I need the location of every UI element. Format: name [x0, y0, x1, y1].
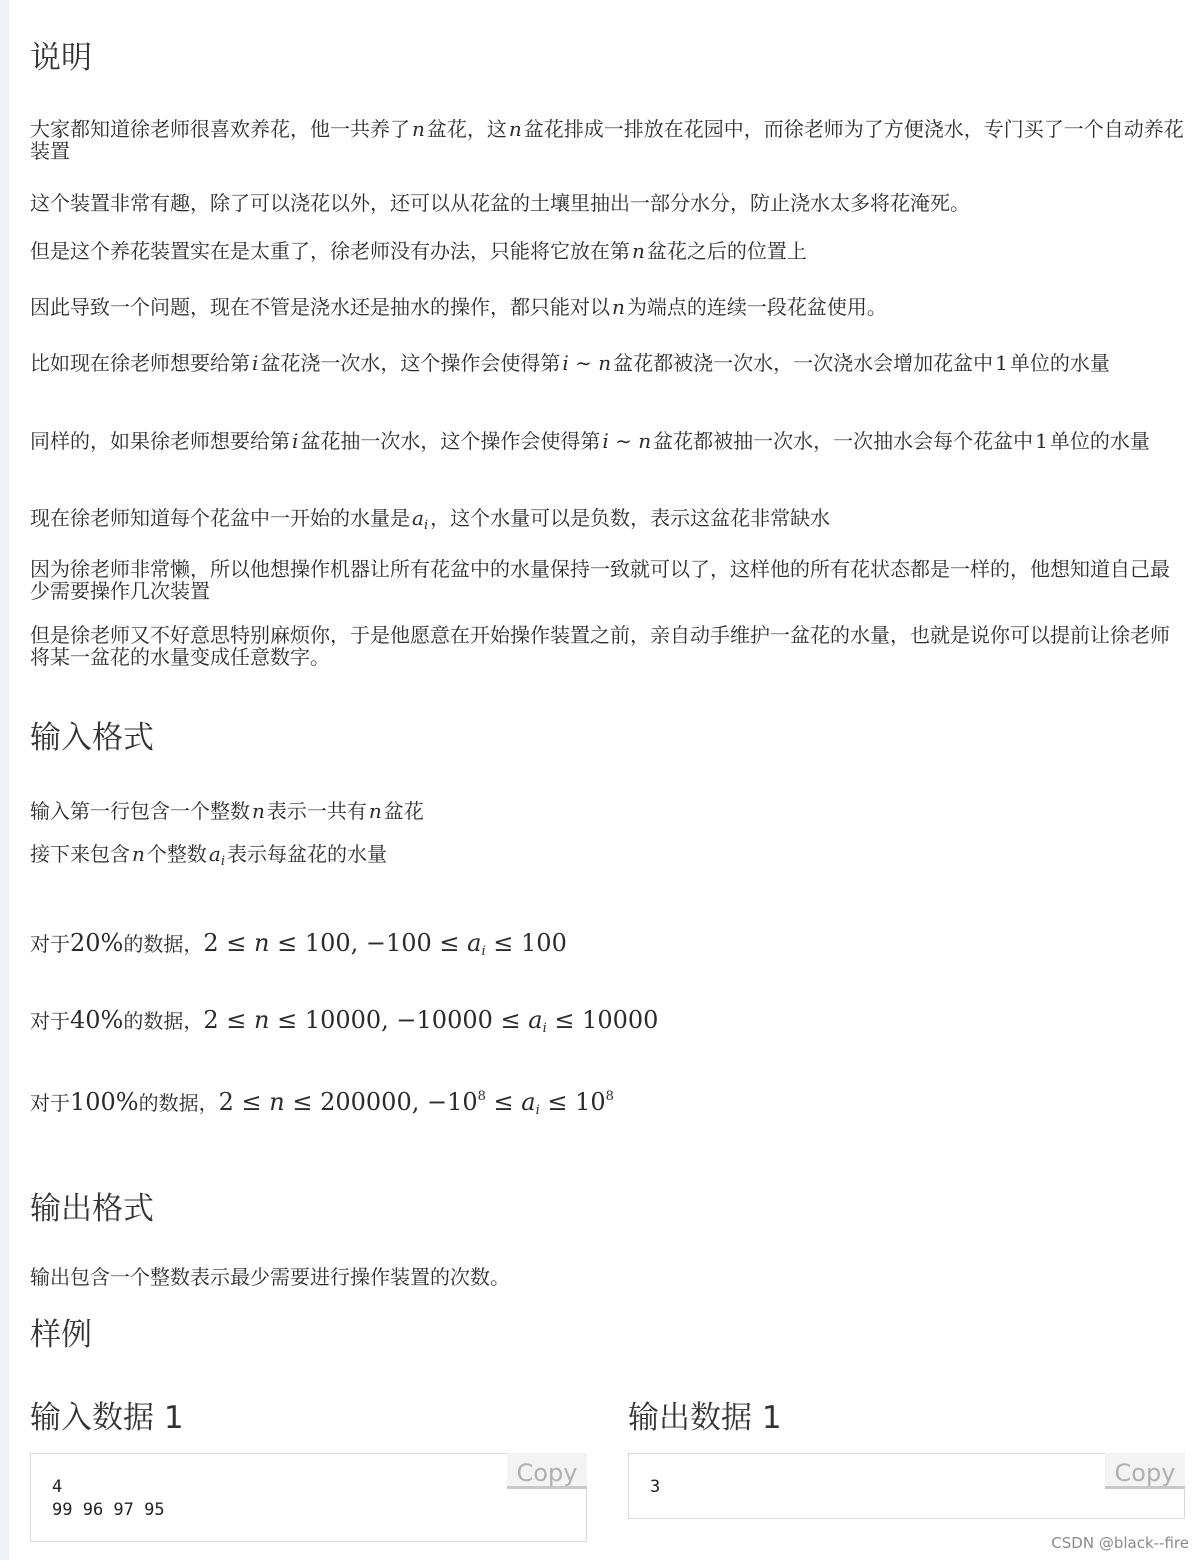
- description-p7: 现在徐老师知道每个花盆中一开始的水量是 $a_i$ ，这个水量可以是负数，表示这盆花非常缺水: [30, 506, 831, 533]
- sample-output-title: 输出数据 1: [628, 1400, 782, 1436]
- constraint-100: 对于100%的数据，2 ≤ n ≤ 200000, $-10^8 \le a_i \le 10^8$: [30, 1088, 614, 1118]
- output-format-title: 输出格式: [30, 1191, 154, 1227]
- sample-output-box: [628, 1453, 1185, 1519]
- input-line-1: 输入第一行包含一个整数 n 表示一共有 n 盆花: [30, 799, 424, 823]
- left-edge-bar: [0, 0, 9, 1560]
- copy-output-button[interactable]: Copy: [1105, 1453, 1185, 1489]
- description-p1: 大家都知道徐老师很喜欢养花，他一共养了 n 盆花，这 n 盆花排成一排放在花园中，而徐老师为了方便浇水，专门买了一个自动养花装置: [30, 117, 1184, 163]
- description-p9: 但是徐老师又不好意思特别麻烦你，于是他愿意在开始操作装置之前，亲自动手维护一盆花的水量，也就是说你可以提前让徐老师将某一盆花的水量变成任意数字。: [30, 623, 1170, 669]
- input-format-title: 输入格式: [30, 720, 154, 756]
- constraint-20: 对于20%的数据，2 ≤ n ≤ 100, $-100 \le a_i \le 100$: [30, 929, 567, 959]
- description-p8: 因为徐老师非常懒，所以他想操作机器让所有花盆中的水量保持一致就可以了，这样他的所有花状态都是一样的，他想知道自己最少需要操作几次装置: [30, 557, 1170, 603]
- output-line: 输出包含一个整数表示最少需要进行操作装置的次数。: [30, 1265, 510, 1289]
- sample-input-text: 4 99 96 97 95: [52, 1477, 165, 1520]
- description-p5: 比如现在徐老师想要给第 i 盆花浇一次水，这个操作会使得第 i ∼ n 盆花都被浇一次水，一次浇水会增加花盆中 1 单位的水量: [30, 351, 1110, 375]
- description-p3: 但是这个养花装置实在是太重了，徐老师没有办法，只能将它放在第 n 盆花之后的位置上: [30, 239, 807, 263]
- description-p4: 因此导致一个问题，现在不管是浇水还是抽水的操作，都只能对以 n 为端点的连续一段花盆使用。: [30, 295, 887, 319]
- sample-title: 样例: [30, 1317, 92, 1353]
- description-title: 说明: [30, 40, 92, 76]
- description-p6: 同样的，如果徐老师想要给第 i 盆花抽一次水，这个操作会使得第 i ∼ n 盆花都被抽一次水，一次抽水会每个花盆中 1 单位的水量: [30, 429, 1150, 453]
- sample-output-text: 3: [650, 1477, 661, 1497]
- sample-input-title: 输入数据 1: [30, 1400, 184, 1436]
- sample-input-box: [30, 1453, 587, 1542]
- csdn-watermark: CSDN @black--fire: [1051, 1534, 1189, 1552]
- description-p2: 这个装置非常有趣，除了可以浇花以外，还可以从花盆的土壤里抽出一部分水分，防止浇水太多将花淹死。: [30, 191, 970, 215]
- copy-input-button[interactable]: Copy: [507, 1453, 587, 1489]
- constraint-40: 对于40%的数据，2 ≤ n ≤ 10000, $-10000 \le a_i \le 10000$: [30, 1006, 659, 1036]
- input-line-2: 接下来包含 n 个整数 $a_i$ 表示每盆花的水量: [30, 842, 387, 869]
